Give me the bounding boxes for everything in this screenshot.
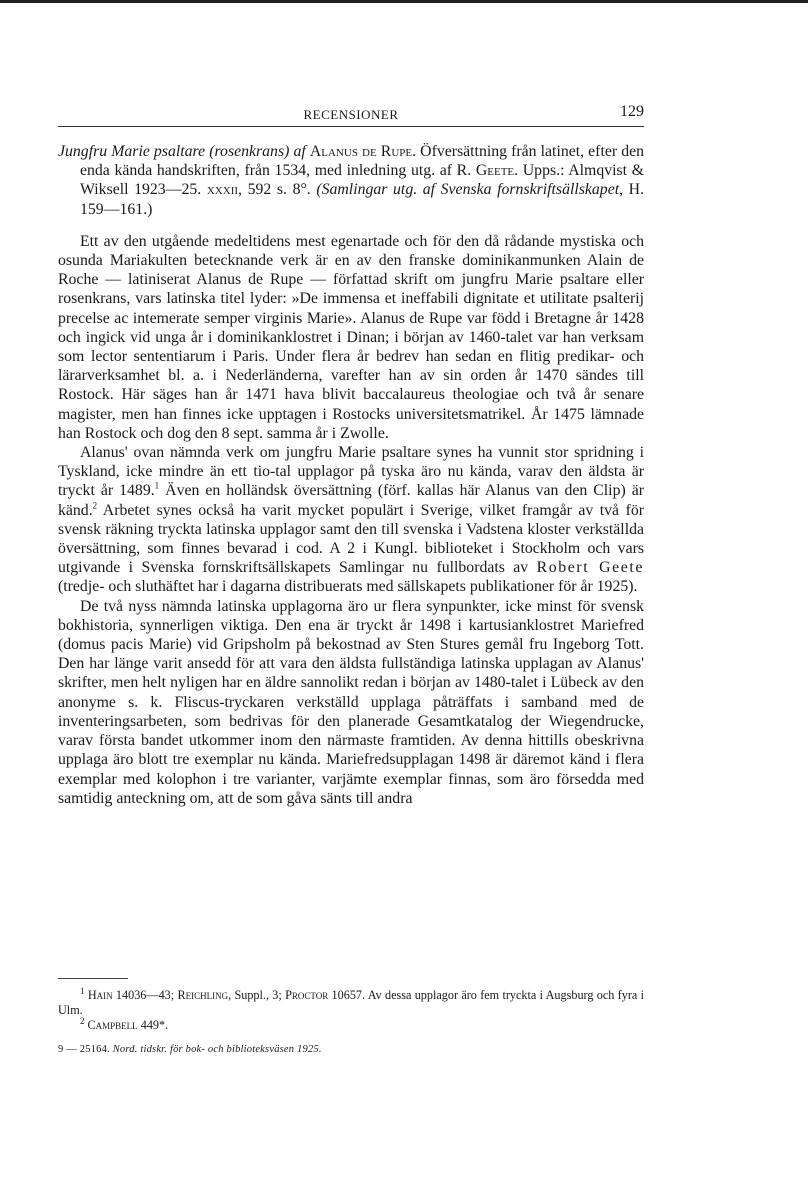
footnote-2 — [58, 1015, 644, 1033]
footnote-1-hain: Hain — [87, 988, 113, 1002]
footnote-ref-2: 2 — [92, 500, 98, 511]
paragraph-2-part-c: Arbetet synes också ha varit mycket populärt i Sverige, vilket framgår av två för svensk räkning tryckta latinska upplagor samt den till svenska i Vadstena kloster verkställda översättning, som finnes bevarad i cod. A 2 i Kungl. biblioteket i Stockholm och vars utgivande i Svenska fornskriftsällskapets Samlingar nu fullbordats av — [58, 501, 644, 577]
footnote-1-part-a: 14036—43; — [112, 988, 178, 1002]
footnote-2-part-a: 449*. — [137, 1018, 169, 1032]
imprint-signature: 9 — 25164. — [58, 1044, 110, 1055]
footnote-rule — [58, 978, 128, 979]
citation-title: Jungfru Marie psaltare (rosenkrans) af — [58, 143, 306, 160]
footnote-2-mark: 2 — [80, 1015, 85, 1026]
footnote-1-proctor: Proctor — [285, 988, 329, 1002]
citation-editor: Geete. — [475, 162, 519, 180]
footnote-2-campbell: Campbell — [87, 1018, 138, 1032]
book-citation — [58, 142, 644, 219]
paragraph-2-part-a: Alanus' ovan nämnda verk om jungfru Marie psaltare synes ha vunnit stor spridning i Tyskland, icke mindre än ett tio-tal upplagor på tyska äro nu kända, varav den äldsta är tryckt år 1489. — [58, 444, 644, 500]
header-rule — [58, 126, 644, 127]
footnote-ref-1: 1 — [154, 481, 160, 492]
paragraph-3: De två nyss nämnda latinska upplagorna äro ur flera synpunkter, icke minst för svensk bokhistoria, synnerligen viktiga. Den ena är tryckt år 1498 i kartusianklostret Mariefred (domus pacis Marie) vid Gripsholm på bekostnad av Sten Stures gemål fru Ingeborg Tott. Den har länge varit ansedd för att vara den äldsta fullständiga latinska upplagan av Alanus' skrifter, men helt nyligen har en äldre sannolikt redan i början av 1480-talet i Lübeck av den anonyme s. k. Fliscus-tryckaren verkställd upplaga påträffats i samband med de inventeringsarbeten, som bedrivas för den planerade Gesamtkatalog der Wiegendrucke, varav första bandet utkommer inom den närmaste framtiden. Av denna hittills obeskrivna upplaga äro blott tre exemplar nu kända. Mariefredsupplagan 1498 är däremot känd i flera exemplar med kolophon i tre varianter, varjämte exemplar finnas, som äro försedda med samtidig anteckning om, att de som gåva sänts till andra — [58, 597, 644, 807]
paragraph-2 — [58, 443, 644, 597]
editor-name-spaced: Robert Geete — [536, 559, 645, 577]
citation-publisher: Upps.: Almqvist & Wiksell 1923—25. — [80, 162, 645, 199]
citation-author: Alanus de Rupe. — [309, 143, 417, 160]
main-text — [58, 142, 644, 808]
paragraph-2-part-d: (tredje- och sluthäftet har i dagarna distribuerats med sällskapets publikationer för år 1925). — [58, 578, 638, 596]
footnote-1-reichling: Reichling, — [177, 988, 232, 1002]
page-number: 129 — [620, 103, 644, 120]
paragraph-1: Ett av den utgående medeltidens mest egenartade och för den då rådande mystiska och osunda Mariakulten betecknande verk är en av den franske dominikanmunken Alain de Roche — latiniserat Alanus de Rupe — författad skrift om jungfru Marie psaltare eller rosenkrans, vars latinska titel lyder: »De immensa et ineffabili dignitate et utilitate psalterij precelse ac intemerate semper virginis Marie». Alanus de Rupe var född i Bretagne år 1428 och ingick vid unga år i dominikanklostret i Dinan; i början av 1460-talet var han verksam som lector sententiarum i Paris. Under flera år bedrev han sedan en flitig predikar- och lärarverksamhet bl. a. i Nederländerna, varefter han av sin orden år 1470 sändes till Rostock. Här säges han år 1471 hava blivit baccalaureus theologiae och två år senare magister, men han finnes icke upptagen i Rostocks universitetsmatrikel. År 1475 lämnade han Rostock och dog den 8 sept. samma år i Zwolle. — [58, 232, 644, 442]
running-head: RECENSIONER — [303, 107, 399, 122]
footnote-1-mark: 1 — [80, 985, 85, 996]
paragraph-2-part-b: Även en holländsk översättning (förf. kallas här Alanus van den Clip) är känd. — [58, 482, 644, 519]
imprint-line — [58, 1044, 644, 1055]
footnote-1-part-c: 10657. Av dessa upplagor äro fem tryckta i Augsburg och fyra i Ulm. — [58, 988, 644, 1017]
citation-pages-roman: xxxii, — [206, 181, 242, 199]
citation-pages: 592 s. 8°. — [247, 181, 311, 199]
citation-series-numbers: H. 159—161.) — [80, 181, 645, 218]
footnotes — [58, 985, 644, 1033]
imprint-journal: Nord. tidskr. för bok- och biblioteksväsen 1925. — [112, 1044, 322, 1055]
citation-series: (Samlingar utg. af Svenska fornskriftsällskapet, — [316, 181, 624, 199]
footnote-1 — [58, 985, 644, 1018]
footnote-1-part-b: Suppl., 3; — [231, 988, 286, 1002]
top-edge-rule — [0, 0, 808, 3]
citation-line1: Öfversättning från latinet, efter den enda kända handskriften, från 1534, med inledning utg. af R. — [80, 143, 645, 180]
